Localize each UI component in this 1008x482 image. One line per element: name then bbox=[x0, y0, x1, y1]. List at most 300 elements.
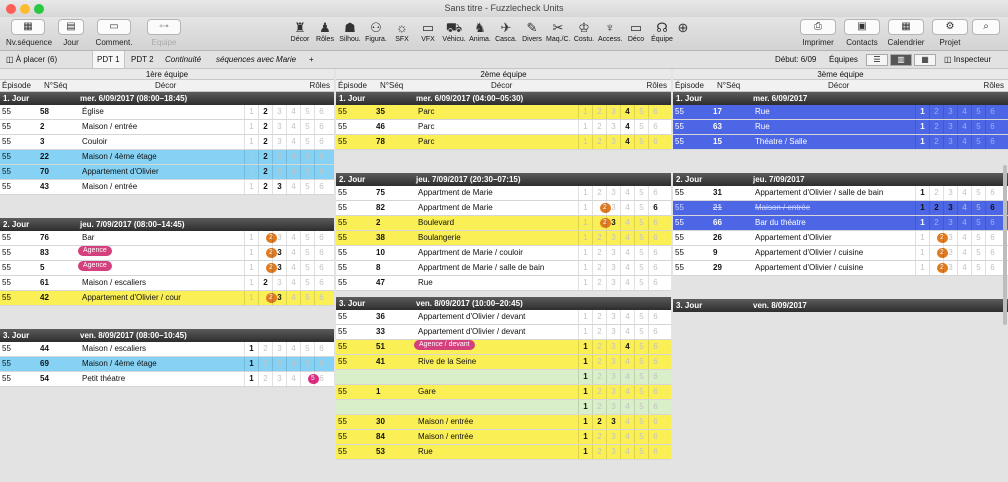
role-cell: 4 bbox=[620, 310, 634, 324]
category-vehicle-button[interactable] bbox=[442, 19, 466, 43]
toolbar-label: Calendrier bbox=[887, 38, 925, 47]
table-row[interactable] bbox=[0, 276, 334, 291]
sequence-number: 5 bbox=[40, 263, 45, 272]
role-cell: 1 bbox=[244, 135, 258, 149]
role-cell: 5 bbox=[971, 201, 985, 215]
category-label: Maq./C. bbox=[546, 36, 571, 43]
role-cell: 5 bbox=[300, 150, 314, 164]
table-row[interactable] bbox=[0, 261, 334, 276]
toolbar-calendar-day-button[interactable] bbox=[58, 19, 84, 47]
role-cell: 4 bbox=[286, 135, 300, 149]
table-row[interactable] bbox=[0, 105, 334, 120]
table-row[interactable] bbox=[0, 357, 334, 372]
role-cell: 6 bbox=[648, 276, 662, 290]
table-row[interactable] bbox=[673, 105, 1008, 120]
role-cell: 3 bbox=[272, 165, 286, 179]
sfx-icon: ☼ bbox=[396, 20, 408, 35]
role-cell: 6 bbox=[648, 231, 662, 245]
role-cell: 6 bbox=[985, 216, 999, 230]
category-label: Figura. bbox=[365, 36, 387, 43]
role-cell: 6 bbox=[648, 370, 662, 384]
role-cell: 3 bbox=[606, 105, 620, 119]
role-cell: 3 bbox=[272, 372, 286, 386]
toolbar-gear-button[interactable] bbox=[932, 19, 968, 47]
role-cell: 6 bbox=[314, 231, 328, 245]
table-row[interactable] bbox=[336, 310, 671, 325]
role-cell bbox=[258, 261, 272, 275]
episode-cell: 55 bbox=[675, 137, 684, 146]
role-cell: 2 bbox=[258, 342, 272, 356]
role-cell: 6 bbox=[648, 186, 662, 200]
episode-cell: 55 bbox=[2, 233, 11, 242]
table-row[interactable] bbox=[336, 201, 671, 216]
role-cell: 1 bbox=[244, 357, 258, 371]
vertical-scrollbar[interactable] bbox=[1003, 165, 1007, 325]
team-column bbox=[336, 69, 671, 482]
table-row[interactable] bbox=[673, 231, 1008, 246]
sequence-number: 78 bbox=[376, 137, 385, 146]
table-row[interactable] bbox=[673, 216, 1008, 231]
day-date: mer. 6/09/2017 (04:00–05:30) bbox=[416, 94, 524, 103]
table-row[interactable] bbox=[0, 180, 334, 195]
role-cell: 4 bbox=[620, 370, 634, 384]
role-cell: 3 bbox=[272, 276, 286, 290]
role-cell: 6 bbox=[314, 276, 328, 290]
search-icon: ⌕ bbox=[972, 19, 1000, 35]
day-header[interactable] bbox=[336, 92, 671, 105]
header-episode: Épisode bbox=[338, 81, 367, 90]
inspector-button[interactable]: ◫ Inspecteur bbox=[944, 55, 992, 64]
sequence-number: 26 bbox=[713, 233, 722, 242]
view-list-button[interactable]: ☰ bbox=[866, 54, 888, 66]
add-category-button[interactable] bbox=[674, 19, 692, 36]
table-row[interactable] bbox=[336, 246, 671, 261]
decor-tag: Agence bbox=[78, 246, 112, 256]
day-header[interactable] bbox=[336, 173, 671, 186]
role-cell: 3 bbox=[272, 105, 286, 119]
role-cell: 3 bbox=[943, 231, 957, 245]
episode-cell: 55 bbox=[338, 432, 347, 441]
role-cell: 4 bbox=[957, 246, 971, 260]
role-cell: 3 bbox=[606, 135, 620, 149]
add-tab-button[interactable]: + bbox=[309, 55, 314, 64]
category-label: Anima. bbox=[469, 36, 491, 43]
table-row[interactable] bbox=[0, 120, 334, 135]
sequence-number: 1 bbox=[376, 387, 381, 396]
role-cell: 1 bbox=[244, 291, 258, 305]
episode-cell: 55 bbox=[2, 248, 11, 257]
category-building-button[interactable] bbox=[288, 19, 312, 43]
table-row[interactable] bbox=[336, 385, 671, 400]
tab-pdt-2[interactable]: PDT 2 bbox=[131, 55, 154, 64]
role-cell: 1 bbox=[578, 325, 592, 339]
category-deco-button[interactable] bbox=[624, 19, 648, 43]
category-figurants-button[interactable] bbox=[364, 19, 388, 43]
episode-cell: 55 bbox=[338, 233, 347, 242]
table-row[interactable] bbox=[336, 340, 671, 355]
table-row[interactable] bbox=[336, 216, 671, 231]
decor-cell: Couloir bbox=[82, 137, 108, 146]
role-cell: 6 bbox=[648, 120, 662, 134]
role-cell: 6 bbox=[648, 340, 662, 354]
category-animal-button[interactable] bbox=[468, 19, 492, 43]
column-headers bbox=[336, 80, 671, 92]
sequence-number: 66 bbox=[713, 218, 722, 227]
table-row[interactable] bbox=[336, 276, 671, 291]
table-row[interactable] bbox=[0, 165, 334, 180]
episode-cell: 55 bbox=[338, 387, 347, 396]
crew-icon: ☊ bbox=[656, 20, 668, 35]
role-cell: 1 bbox=[915, 231, 929, 245]
header-decor: Décor bbox=[828, 81, 850, 90]
role-cell: 2 bbox=[258, 276, 272, 290]
role-cell: 6 bbox=[314, 261, 328, 275]
role-cell: 6 bbox=[648, 201, 662, 215]
sequence-number: 76 bbox=[40, 233, 49, 242]
episode-cell: 55 bbox=[2, 152, 11, 161]
role-cell: 1 bbox=[244, 165, 258, 179]
role-cell: 4 bbox=[620, 201, 634, 215]
day-header[interactable] bbox=[673, 173, 1008, 186]
role-cell: 6 bbox=[648, 310, 662, 324]
decor-cell: Maison / 4ème étage bbox=[82, 152, 157, 161]
role-cell: 4 bbox=[620, 186, 634, 200]
role-cell: 2 bbox=[592, 231, 606, 245]
role-cell bbox=[929, 246, 943, 260]
category-crew-button[interactable] bbox=[650, 19, 674, 43]
role-cell: 3 bbox=[272, 231, 286, 245]
day-spacer bbox=[673, 276, 1008, 299]
calendar-day-icon: ▤ bbox=[58, 19, 84, 35]
sequence-number: 9 bbox=[713, 248, 718, 257]
decor-cell: Appartement d'Olivier / cuisine bbox=[755, 263, 864, 272]
toolbar-comment-button[interactable] bbox=[92, 19, 136, 47]
role-cell: 3 bbox=[272, 342, 286, 356]
team-title: 3ème équipe bbox=[673, 69, 1008, 80]
table-row[interactable] bbox=[336, 120, 671, 135]
table-row[interactable] bbox=[0, 135, 334, 150]
episode-cell: 55 bbox=[2, 107, 11, 116]
role-cell: 4 bbox=[620, 340, 634, 354]
day-date: mer. 6/09/2017 bbox=[753, 94, 808, 103]
table-row[interactable] bbox=[673, 186, 1008, 201]
table-row[interactable] bbox=[336, 370, 671, 385]
episode-cell: 55 bbox=[675, 248, 684, 257]
role-cell: 4 bbox=[286, 165, 300, 179]
decor-cell: Rive de la Seine bbox=[418, 357, 477, 366]
role-cell: 5 bbox=[634, 105, 648, 119]
role-cell: 6 bbox=[648, 216, 662, 230]
sequence-number: 41 bbox=[376, 357, 385, 366]
role-cell: 5 bbox=[300, 342, 314, 356]
role-cell: 4 bbox=[620, 216, 634, 230]
sequence-number: 54 bbox=[40, 374, 49, 383]
vfx-icon: ▭ bbox=[421, 20, 435, 35]
decor-cell: Appartement d'Olivier / cuisine bbox=[755, 248, 864, 257]
print-icon: ⎙ bbox=[800, 19, 836, 35]
role-cell: 1 bbox=[578, 135, 592, 149]
episode-cell: 55 bbox=[2, 344, 11, 353]
toolbar-calendar-button[interactable] bbox=[884, 19, 928, 47]
table-row[interactable] bbox=[336, 415, 671, 430]
role-cell: 2 bbox=[592, 430, 606, 444]
day-header[interactable] bbox=[0, 218, 334, 231]
role-cell: 2 bbox=[592, 355, 606, 369]
role-cell: 5 bbox=[634, 385, 648, 399]
toolbar-search-button[interactable] bbox=[972, 19, 1000, 38]
episode-cell: 55 bbox=[338, 278, 347, 287]
day-label: 2. Jour bbox=[3, 220, 30, 229]
category-stunt-button[interactable] bbox=[494, 19, 518, 43]
role-cell: 3 bbox=[272, 246, 286, 260]
role-cell: 2 bbox=[929, 201, 943, 215]
minimize-window-icon[interactable] bbox=[20, 4, 30, 14]
clapper-icon: ▦ bbox=[11, 19, 45, 35]
role-cell: 5 bbox=[634, 135, 648, 149]
sequence-number: 30 bbox=[376, 417, 385, 426]
day-label: 3. Jour bbox=[3, 331, 30, 340]
category-misc-button[interactable] bbox=[520, 19, 544, 43]
table-row[interactable] bbox=[673, 135, 1008, 150]
role-cell: 2 bbox=[592, 276, 606, 290]
tab-pdt-1[interactable]: PDT 1 bbox=[92, 51, 125, 68]
toolbar bbox=[0, 17, 1008, 51]
role-cell: 2 bbox=[592, 135, 606, 149]
role-cell: 4 bbox=[620, 385, 634, 399]
role-cell: 5 bbox=[971, 261, 985, 275]
day-label: 3. Jour bbox=[339, 299, 366, 308]
day-header[interactable] bbox=[0, 329, 334, 342]
table-row[interactable] bbox=[0, 231, 334, 246]
role-cell bbox=[592, 201, 606, 215]
table-row[interactable] bbox=[673, 120, 1008, 135]
table-row[interactable] bbox=[0, 150, 334, 165]
category-costume-button[interactable] bbox=[572, 19, 596, 43]
close-window-icon[interactable] bbox=[6, 4, 16, 14]
role-cell: 6 bbox=[648, 445, 662, 459]
role-cell: 6 bbox=[985, 105, 999, 119]
role-cell: 1 bbox=[244, 120, 258, 134]
role-cell: 4 bbox=[286, 246, 300, 260]
episode-cell: 55 bbox=[338, 122, 347, 131]
sequence-number: 43 bbox=[40, 182, 49, 191]
role-cell: 3 bbox=[272, 180, 286, 194]
sequence-number: 8 bbox=[376, 263, 381, 272]
role-cell: 2 bbox=[592, 325, 606, 339]
table-row[interactable] bbox=[0, 291, 334, 306]
category-sfx-button[interactable] bbox=[390, 19, 414, 43]
role-cell: 4 bbox=[957, 186, 971, 200]
sequence-number: 69 bbox=[40, 359, 49, 368]
role-cell: 1 bbox=[915, 261, 929, 275]
table-row[interactable] bbox=[0, 342, 334, 357]
decor-cell: Maison / escaliers bbox=[82, 344, 147, 353]
role-cell: 2 bbox=[592, 310, 606, 324]
role-cell: 1 bbox=[244, 150, 258, 164]
table-row[interactable] bbox=[673, 201, 1008, 216]
sequence-number: 21 bbox=[713, 203, 722, 212]
decor-cell: Maison / entrée bbox=[418, 417, 474, 426]
role-cell: 1 bbox=[915, 186, 929, 200]
day-header[interactable] bbox=[673, 92, 1008, 105]
episode-cell: 55 bbox=[2, 374, 11, 383]
header-roles: Rôles bbox=[309, 81, 330, 90]
role-cell: 5 bbox=[634, 400, 648, 414]
role-cell: 5 bbox=[300, 291, 314, 305]
table-row[interactable] bbox=[336, 325, 671, 340]
role-cell: 3 bbox=[943, 135, 957, 149]
table-row[interactable] bbox=[0, 372, 334, 387]
sequence-number: 42 bbox=[40, 293, 49, 302]
category-makeup-button[interactable] bbox=[546, 19, 570, 43]
role-cell: 6 bbox=[648, 325, 662, 339]
episode-cell: 55 bbox=[338, 203, 347, 212]
day-date: ven. 8/09/2017 bbox=[753, 301, 807, 310]
schedule-board bbox=[0, 69, 1008, 482]
role-cell: 1 bbox=[915, 246, 929, 260]
toolbar-team-button[interactable] bbox=[146, 19, 182, 47]
sequence-number: 47 bbox=[376, 278, 385, 287]
role-cell: 4 bbox=[286, 105, 300, 119]
role-cell: 6 bbox=[648, 430, 662, 444]
table-row[interactable] bbox=[336, 430, 671, 445]
role-cell: 3 bbox=[606, 385, 620, 399]
header-roles: Rôles bbox=[983, 81, 1004, 90]
category-label: Équipe bbox=[651, 36, 673, 43]
category-label: Déco bbox=[627, 36, 645, 43]
role-cell: 4 bbox=[957, 120, 971, 134]
decor-cell: Appartement d'Olivier / devant bbox=[418, 312, 526, 321]
role-cell: 3 bbox=[943, 105, 957, 119]
table-row[interactable] bbox=[336, 135, 671, 150]
role-cell: 4 bbox=[957, 105, 971, 119]
tab-sequences-marie[interactable]: séquences avec Marie bbox=[216, 55, 297, 64]
sequence-number: 44 bbox=[40, 344, 49, 353]
day-spacer bbox=[0, 306, 334, 329]
sequence-number: 51 bbox=[376, 342, 385, 351]
day-label: 2. Jour bbox=[339, 175, 366, 184]
role-cell: 4 bbox=[957, 231, 971, 245]
table-row[interactable] bbox=[336, 231, 671, 246]
decor-cell: Parc bbox=[418, 107, 435, 116]
zoom-window-icon[interactable] bbox=[34, 4, 44, 14]
role-cell: 1 bbox=[244, 180, 258, 194]
table-row[interactable] bbox=[0, 246, 334, 261]
table-row[interactable] bbox=[336, 261, 671, 276]
episode-cell: 55 bbox=[675, 203, 684, 212]
makeup-icon: ✂ bbox=[552, 20, 564, 35]
episode-cell: 55 bbox=[2, 182, 11, 191]
day-header[interactable] bbox=[673, 299, 1008, 312]
category-vfx-button[interactable] bbox=[416, 19, 440, 43]
role-cell: 2 bbox=[592, 400, 606, 414]
sequence-number: 15 bbox=[713, 137, 722, 146]
role-cell: 5 bbox=[634, 430, 648, 444]
day-header[interactable] bbox=[336, 297, 671, 310]
role-cell: 5 bbox=[300, 357, 314, 371]
episode-cell: 55 bbox=[2, 137, 11, 146]
role-cell: 5 bbox=[300, 120, 314, 134]
toolbar-clapper-button[interactable] bbox=[6, 19, 53, 47]
role-cell: 4 bbox=[620, 430, 634, 444]
role-cell: 5 bbox=[634, 261, 648, 275]
toolbar-label: Projet bbox=[939, 38, 961, 47]
episode-cell: 55 bbox=[338, 417, 347, 426]
sequence-number: 31 bbox=[713, 188, 722, 197]
role-cell: 6 bbox=[314, 105, 328, 119]
role-badge: 2 bbox=[266, 248, 277, 258]
decor-cell: Maison / entrée bbox=[82, 182, 138, 191]
view-columns-button[interactable]: ▥ bbox=[890, 54, 912, 66]
decor-cell: Bar du théatre bbox=[755, 218, 806, 227]
table-row[interactable] bbox=[336, 445, 671, 460]
role-cell: 4 bbox=[286, 372, 300, 386]
decor-cell: Maison / escaliers bbox=[82, 278, 147, 287]
category-silhouette-button[interactable] bbox=[338, 19, 362, 43]
role-cell: 3 bbox=[272, 150, 286, 164]
toolbar-print-button[interactable] bbox=[796, 19, 840, 47]
role-cell: 3 bbox=[943, 201, 957, 215]
sequence-number: 75 bbox=[376, 188, 385, 197]
role-cell: 5 bbox=[971, 135, 985, 149]
decor-cell: Maison / 4ème étage bbox=[82, 359, 157, 368]
episode-cell: 55 bbox=[338, 107, 347, 116]
table-row[interactable] bbox=[673, 261, 1008, 276]
role-cell: 1 bbox=[578, 310, 592, 324]
table-row[interactable] bbox=[336, 355, 671, 370]
equipes-label: Équipes bbox=[829, 55, 858, 64]
header-episode: Épisode bbox=[2, 81, 31, 90]
role-badge: 2 bbox=[937, 263, 948, 273]
stunt-icon: ✈ bbox=[500, 20, 512, 35]
toolbar-contacts-button[interactable] bbox=[842, 19, 882, 47]
table-row[interactable] bbox=[336, 105, 671, 120]
role-cell: 2 bbox=[929, 135, 943, 149]
role-cell: 5 bbox=[971, 120, 985, 134]
team-icon: ⊶ bbox=[147, 19, 181, 35]
role-cell: 1 bbox=[578, 246, 592, 260]
decor-cell: Boulangerie bbox=[418, 233, 461, 242]
tab-continuite[interactable]: Continuité bbox=[165, 55, 202, 64]
day-header[interactable] bbox=[0, 92, 334, 105]
sequence-number: 70 bbox=[40, 167, 49, 176]
decor-cell: Rue bbox=[755, 122, 770, 131]
role-cell: 3 bbox=[943, 261, 957, 275]
episode-cell: 55 bbox=[2, 263, 11, 272]
decor-cell: Appartment de Marie / salle de bain bbox=[418, 263, 545, 272]
role-badge: 2 bbox=[600, 218, 611, 228]
category-role-button[interactable] bbox=[313, 19, 337, 43]
role-cell: 1 bbox=[915, 216, 929, 230]
table-row[interactable] bbox=[336, 400, 671, 415]
category-accessory-button[interactable] bbox=[598, 19, 622, 43]
table-row[interactable] bbox=[336, 186, 671, 201]
decor-cell: Appartement d'Olivier / cour bbox=[82, 293, 181, 302]
role-cell: 6 bbox=[985, 261, 999, 275]
role-cell: 1 bbox=[915, 105, 929, 119]
sequence-number: 36 bbox=[376, 312, 385, 321]
unplaced-button[interactable]: ◫ À placer (6) bbox=[6, 55, 58, 64]
role-cell: 2 bbox=[258, 372, 272, 386]
view-grid-button[interactable]: ▦ bbox=[914, 54, 936, 66]
role-cell: 1 bbox=[244, 261, 258, 275]
episode-cell: 55 bbox=[2, 167, 11, 176]
role-cell: 6 bbox=[314, 135, 328, 149]
decor-cell: Appartment de Marie bbox=[418, 203, 493, 212]
table-row[interactable] bbox=[673, 246, 1008, 261]
role-cell: 1 bbox=[578, 385, 592, 399]
decor-cell: Maison / entrée bbox=[418, 432, 474, 441]
